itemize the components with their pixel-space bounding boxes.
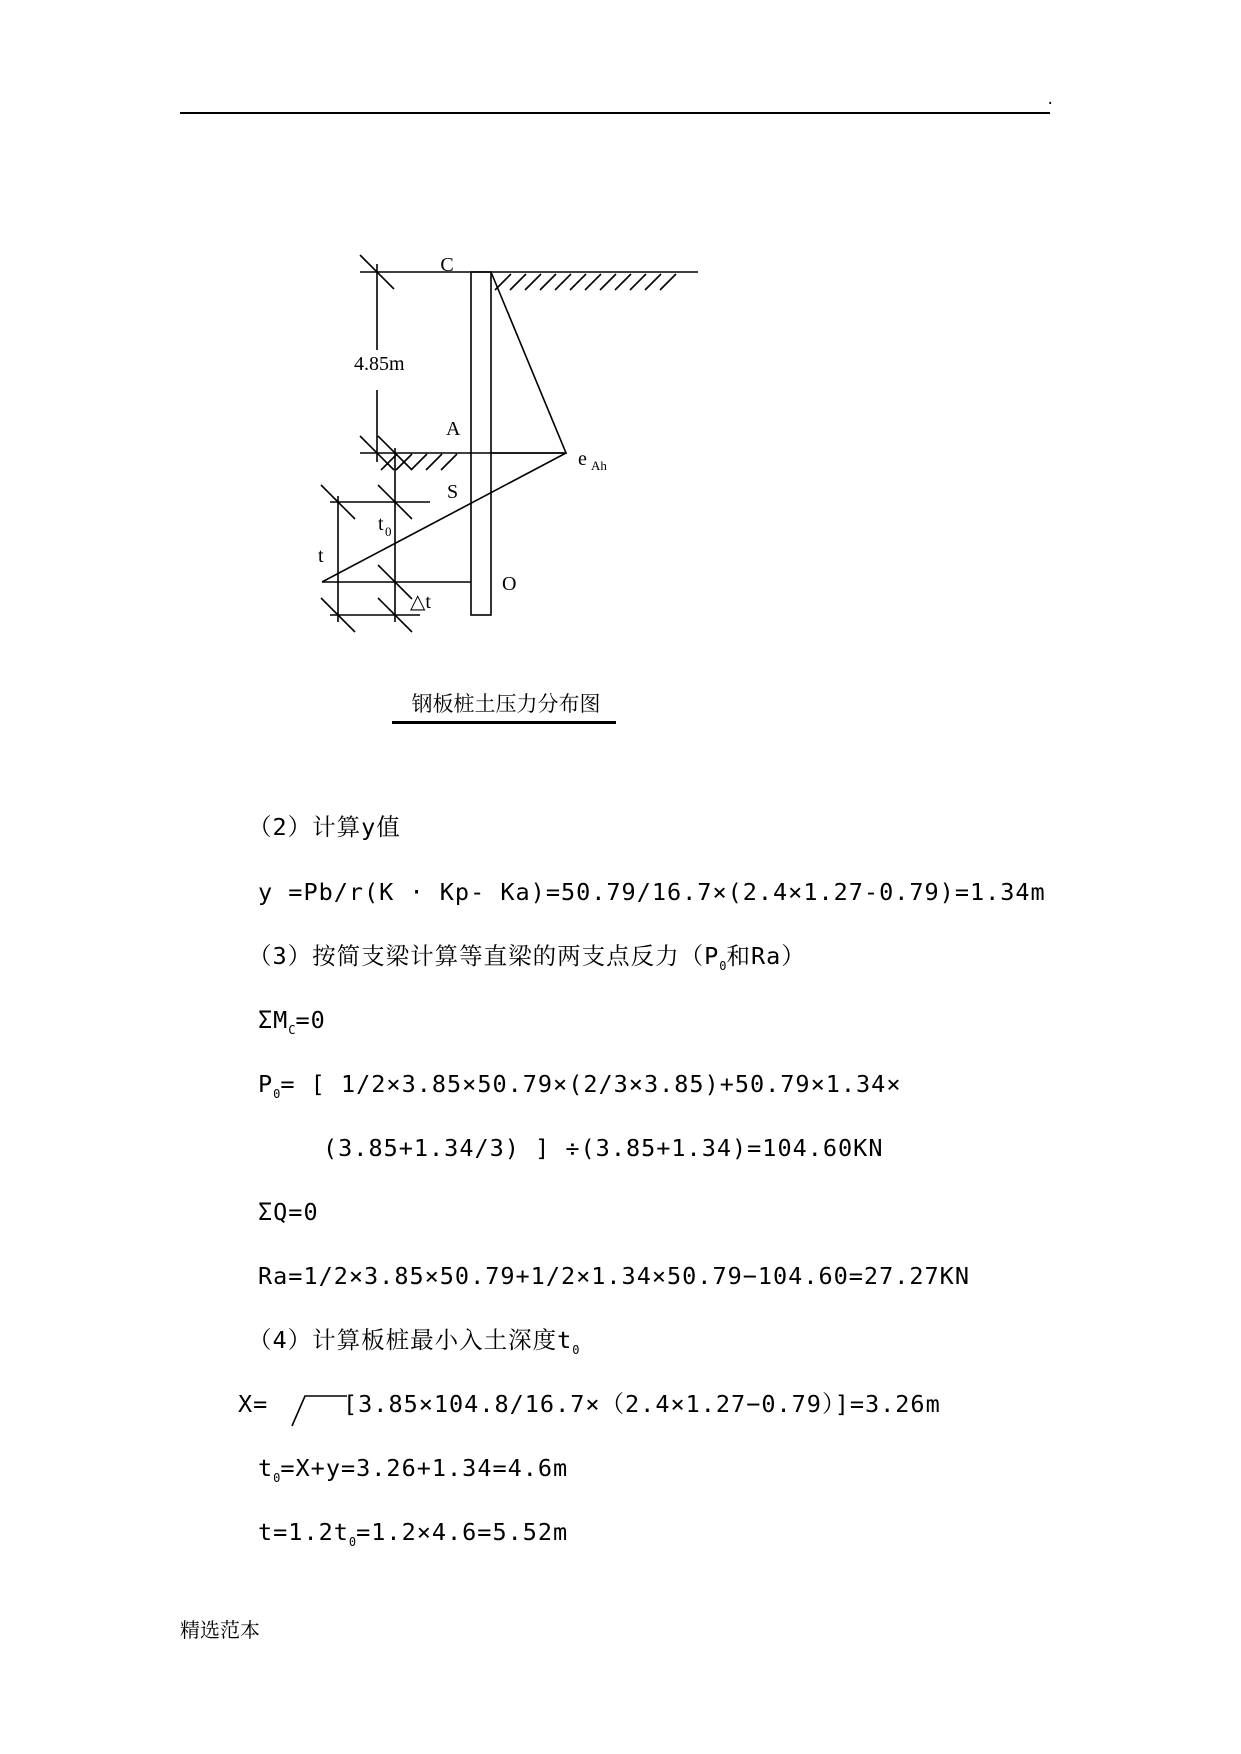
label-depth: 4.85m: [354, 353, 405, 375]
header-mark: .: [1046, 92, 1055, 108]
heading-step-2: （2）计算y值: [248, 813, 401, 841]
formula-ra: Ra=1/2×3.85×50.79+1/2×1.34×50.79−104.60=27.27KN: [258, 1262, 970, 1290]
sheet-pile-earth-pressure-diagram: [0, 0, 1241, 760]
label-e: e: [578, 448, 587, 470]
formula-p0-line-2: (3.85+1.34/3) ] ÷(3.85+1.34)=104.60KN: [323, 1134, 884, 1162]
formula-t0: $t_0=X+y=3.26+1.34=4.6m$: [258, 1454, 569, 1485]
formula-t: $t=1.2t_0=1.2\times 4.6=5.52m$: [258, 1518, 569, 1549]
active-pressure-triangle: [491, 272, 566, 453]
label-c: C: [440, 254, 454, 276]
sheet-pile: [471, 272, 491, 615]
label-a: A: [446, 418, 461, 440]
heading-step-4: （4）计算板桩最小入土深度$t_0$: [248, 1326, 580, 1357]
equation-sum-shear: ΣQ=0: [258, 1198, 319, 1226]
label-delta-t: △t: [410, 591, 431, 613]
ground-hatch: [495, 274, 676, 290]
diagram-caption: 钢板桩土压力分布图: [411, 692, 601, 716]
label-t: t: [318, 545, 324, 567]
label-t0-sub: 0: [385, 524, 392, 539]
label-s: S: [447, 481, 459, 503]
square-root-sign: [291, 1394, 349, 1428]
label-e-sub: Ah: [591, 458, 607, 473]
formula-p0-line-1: $P_0=$ [ 1/2×3.85×50.79×(2/3×3.85)+50.79×1.34×: [258, 1070, 902, 1101]
label-t0: t: [378, 513, 384, 535]
formula-x-body: [3.85×104.8/16.7×（2.4×1.27−0.79）]=3.26m: [343, 1390, 941, 1418]
equation-sum-moment: $\Sigma M_C=0$: [258, 1006, 326, 1037]
heading-step-3: （3）按简支梁计算等直梁的两支点反力（$P_0$和Ra）: [248, 942, 806, 973]
label-o: O: [502, 573, 517, 595]
caption-underline: [392, 721, 616, 724]
formula-x-label: X=: [238, 1390, 269, 1418]
formula-y: y =Pb/r(K · Kp- Ka)=50.79/16.7×(2.4×1.27-0.79)=1.34m: [258, 878, 1046, 906]
net-pressure-line: [322, 453, 566, 582]
footer-text: 精选范本: [180, 1620, 260, 1642]
